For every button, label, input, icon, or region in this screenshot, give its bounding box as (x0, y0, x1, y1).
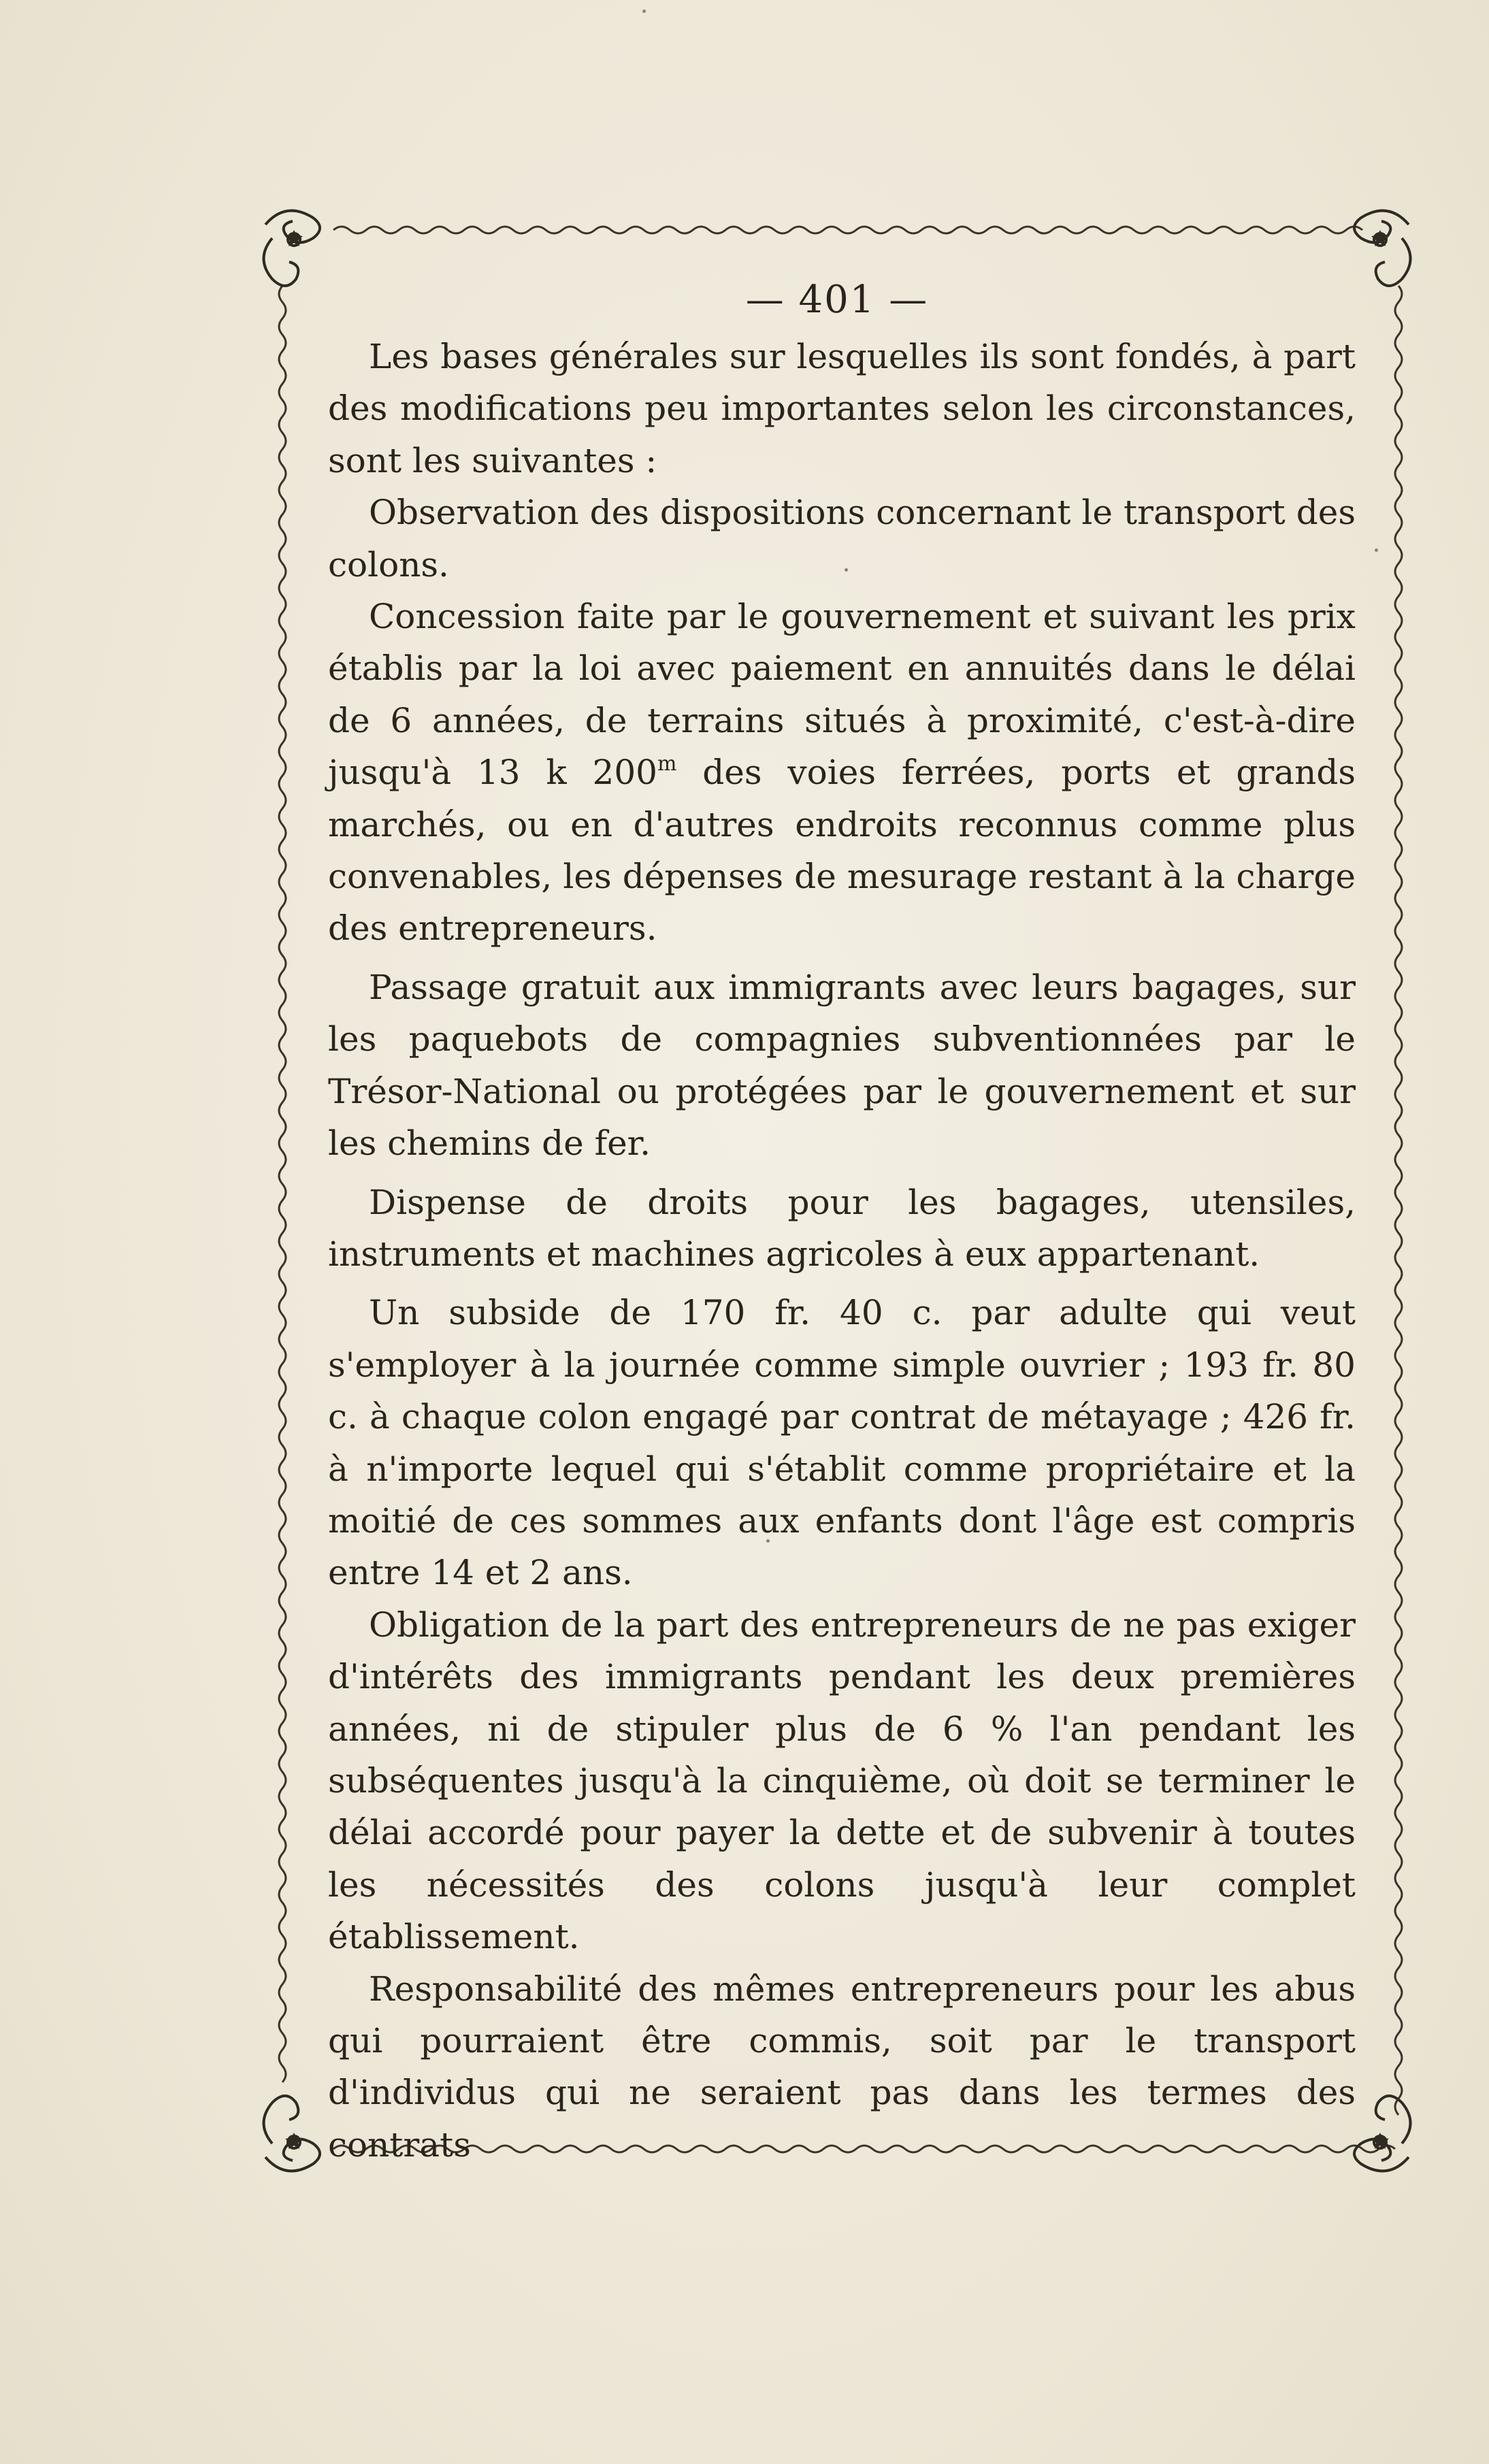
paragraph (328, 591, 1356, 955)
paragraph: Responsabilité des mêmes entrepreneurs pour les abus qui pourraient être commis, soit par le transport d'individus qui ne seraient pas dans les termes des contrats (328, 1969, 1356, 2165)
paper-speck (642, 10, 646, 13)
paragraph: Obligation de la part des entrepreneurs de ne pas exiger d'intérêts des immigrants pendant les deux premières années, ni de stipuler plus de 6 % l'an pendant les subséquentes jusqu'à la cinquième, où doit se terminer le délai accordé pour payer la dette et de subvenir à toutes les nécessités des colons jusqu'à leur complet établissement. (328, 1605, 1356, 1957)
page-number: — 401 — (745, 278, 929, 322)
ornamental-frame (252, 197, 1422, 2184)
meter-superscript: m (657, 752, 677, 776)
body-text (328, 331, 1356, 2171)
paragraph: Un subside de 170 fr. 40 c. par adulte qui veut s'employer à la journée comme simple ouvrier ; 193 fr. 80 c. à chaque colon engagé par contrat de métayage ; 426 fr. à n'importe lequel qui s'établit comme propriétaire et la moitié de ces sommes aux enfants dont l'âge est compris entre 14 et 2 ans. (328, 1293, 1356, 1593)
paragraph-text: des voies ferrées, ports et grands marchés, ou en d'autres endroits reconnus comme plus convenables, les dépenses de mesurage restant à la charge des entrepreneurs. (328, 753, 1356, 949)
paragraph: Observation des dispositions concernant le transport des colons. (328, 493, 1356, 585)
paragraph-text: Concession faite par le gouvernement et suivant les prix établis par la loi avec paiement en annuités dans le délai de 6 années, de terrains situés à proximité, c'est-à-dire jusqu'à 13 k 200 (328, 597, 1356, 793)
paragraph: Dispense de droits pour les bagages, utensiles, instruments et machines agricoles à eux appartenant. (328, 1182, 1356, 1274)
paragraph: Les bases générales sur lesquelles ils sont fondés, à part des modifications peu importantes selon les circonstances, sont les suivantes : (328, 337, 1356, 480)
paragraph: Passage gratuit aux immigrants avec leurs bagages, sur les paquebots de compagnies subventionnées par le Trésor-National ou protégées par le gouvernement et sur les chemins de fer. (328, 967, 1356, 1164)
